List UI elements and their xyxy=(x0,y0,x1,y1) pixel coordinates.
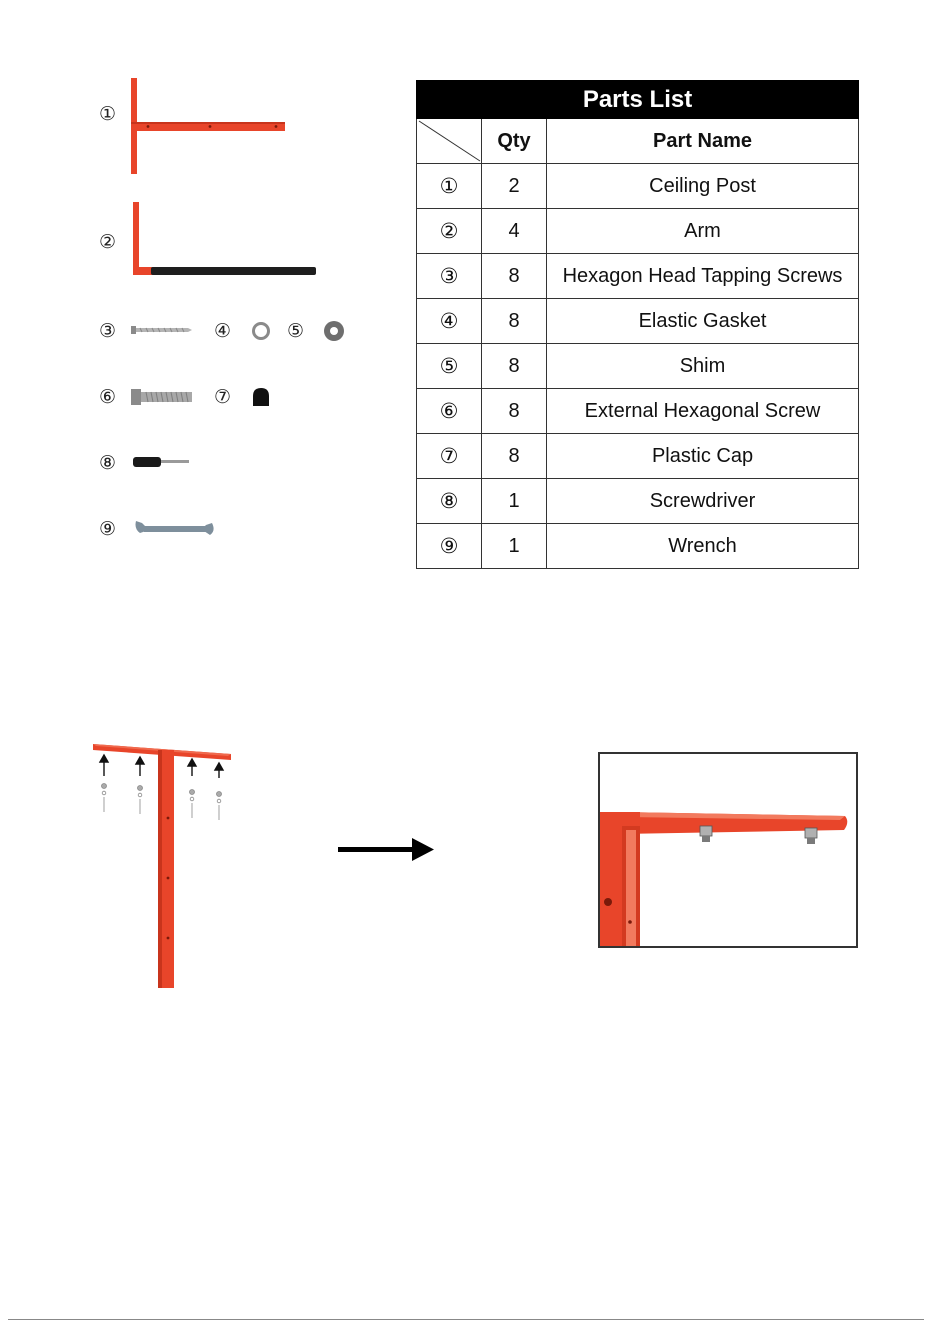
row-qty: 8 xyxy=(482,299,547,344)
row-part-name: Shim xyxy=(547,344,859,389)
row-part-name: Screwdriver xyxy=(547,479,859,524)
arrow-right-icon xyxy=(338,836,436,864)
row-qty: 8 xyxy=(482,344,547,389)
table-row xyxy=(417,389,859,434)
table-row xyxy=(417,479,859,524)
part-5-label: ⑤ xyxy=(287,320,305,342)
row-part-name: External Hexagonal Screw xyxy=(547,389,859,434)
part-8-label: ⑧ xyxy=(99,452,117,474)
screwdriver-image xyxy=(130,455,192,469)
table-row xyxy=(417,344,859,389)
assembly-detail-image xyxy=(598,752,858,948)
qty-header: Qty xyxy=(482,119,547,164)
wrench-image xyxy=(132,515,214,543)
row-part-name: Hexagon Head Tapping Screws xyxy=(547,254,859,299)
part-7-label: ⑦ xyxy=(214,386,232,408)
row-qty: 2 xyxy=(482,164,547,209)
diagonal-header-cell xyxy=(417,119,482,164)
row-index: ⑨ xyxy=(417,524,482,569)
elastic-gasket-image xyxy=(250,320,272,342)
row-qty: 1 xyxy=(482,479,547,524)
row-index: ④ xyxy=(417,299,482,344)
row-part-name: Wrench xyxy=(547,524,859,569)
shim-image xyxy=(322,319,346,343)
row-qty: 8 xyxy=(482,434,547,479)
row-part-name: Ceiling Post xyxy=(547,164,859,209)
row-index: ⑦ xyxy=(417,434,482,479)
tapping-screw-image xyxy=(130,322,194,338)
row-part-name: Plastic Cap xyxy=(547,434,859,479)
part-2-label: ② xyxy=(99,231,117,253)
part-9-label: ⑨ xyxy=(99,518,117,540)
row-qty: 8 xyxy=(482,254,547,299)
row-qty: 4 xyxy=(482,209,547,254)
row-index: ⑤ xyxy=(417,344,482,389)
parts-list-table xyxy=(416,80,859,569)
table-row xyxy=(417,254,859,299)
row-index: ⑥ xyxy=(417,389,482,434)
part-4-label: ④ xyxy=(214,320,232,342)
table-row xyxy=(417,524,859,569)
row-index: ② xyxy=(417,209,482,254)
row-index: ③ xyxy=(417,254,482,299)
table-row xyxy=(417,434,859,479)
ceiling-post-assembly-image xyxy=(88,738,238,990)
part-1-label: ① xyxy=(99,103,117,125)
table-row xyxy=(417,299,859,344)
part-name-header: Part Name xyxy=(547,119,859,164)
arm-image xyxy=(130,202,320,278)
page-bottom-rule xyxy=(8,1319,924,1320)
table-row xyxy=(417,209,859,254)
part-3-label: ③ xyxy=(99,320,117,342)
row-part-name: Arm xyxy=(547,209,859,254)
part-6-label: ⑥ xyxy=(99,386,117,408)
row-index: ⑧ xyxy=(417,479,482,524)
row-index: ① xyxy=(417,164,482,209)
hex-screw-image xyxy=(130,387,194,407)
table-row xyxy=(417,164,859,209)
plastic-cap-image xyxy=(250,386,272,408)
parts-list-title: Parts List xyxy=(417,81,859,119)
row-qty: 1 xyxy=(482,524,547,569)
row-part-name: Elastic Gasket xyxy=(547,299,859,344)
row-qty: 8 xyxy=(482,389,547,434)
ceiling-post-image xyxy=(128,78,290,176)
